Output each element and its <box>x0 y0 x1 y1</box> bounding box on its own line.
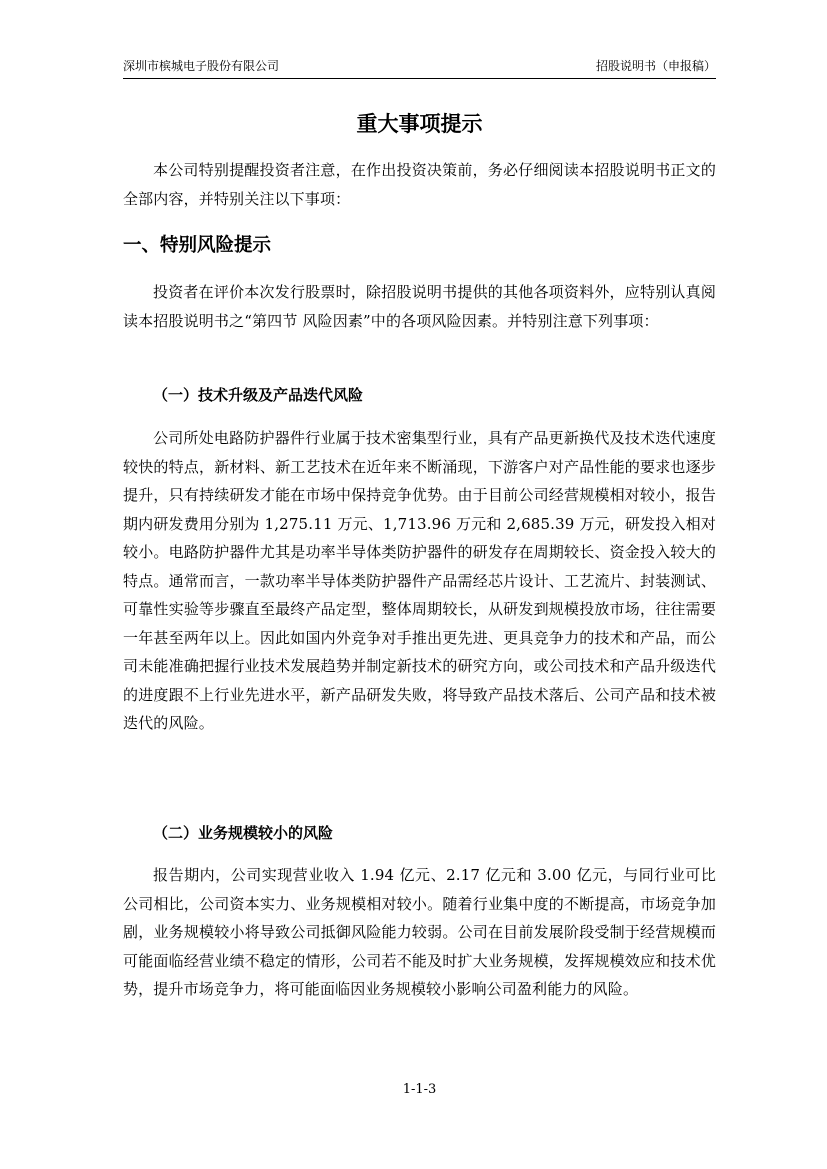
header-document-type: 招股说明书（申报稿） <box>595 59 716 73</box>
scale-risk-paragraph: 报告期内，公司实现营业收入 1.94 亿元、2.17 亿元和 3.00 亿元，与同行业可比公司相比，公司资本实力、业务规模相对较小。随着行业集中度的不断提高，市场竞争加剧，业务规模较小将导致公司抵御风险能力较弱。公司在目前发展阶段受制于经营规模而可能面临经营业绩不稳定的情形，公司若不能及时扩大业务规模，发挥规模效应和技术优势，提升市场竞争力，将可能面临因业务规模较小影响公司盈利能力的风险。 <box>123 866 716 998</box>
section-heading-special-risks: 一、特别风险提示 <box>123 235 272 256</box>
header-company-name: 深圳市槟城电子股份有限公司 <box>123 59 280 73</box>
subsection-heading-tech-risk: （一）技术升级及产品迭代风险 <box>153 386 364 404</box>
tech-risk-paragraph: 公司所处电路防护器件行业属于技术密集型行业，具有产品更新换代及技术迭代速度较快的特点，新材料、新工艺技术在近年来不断涌现，下游客户对产品性能的要求也逐步提升，只有持续研发才能在市场中保持竞争优势。由于目前公司经营规模相对较小，报告期内研发费用分别为 1,275.11 万元、1,713.96 万元和 2,685.39 万元，研发投入相对较小。电路防护器件尤其是功率半导体类防护器件的研发存在周期较长、资金投入较大的特点。通常而言，一款功率半导体类防护器件产品需经芯片设计、工艺流片、封装测试、可靠性实验等步骤直至最终产品定型，整体周期较长，从研发到规模投放市场，往往需要一年甚至两年以上。因此如国内外竞争对手推出更先进、更具竞争力的技术和产品，而公司未能准确把握行业技术发展趋势并制定新技术的研究方向，或公司技术和产品升级迭代的进度跟不上行业先进水平，新产品研发失败，将导致产品技术落后、公司产品和技术被迭代的风险。 <box>123 429 716 732</box>
section-intro-paragraph: 投资者在评价本次发行股票时，除招股说明书提供的其他各项资料外，应特别认真阅读本招股说明书之“第四节 风险因素”中的各项风险因素。并特别注意下列事项： <box>123 283 716 330</box>
page-header <box>123 58 716 79</box>
page-number: 1-1-3 <box>402 1082 437 1097</box>
document-title: 重大事项提示 <box>356 112 483 136</box>
subsection-heading-scale-risk: （二）业务规模较小的风险 <box>153 824 334 842</box>
intro-paragraph: 本公司特别提醒投资者注意，在作出投资决策前，务必仔细阅读本招股说明书正文的全部内容，并特别关注以下事项： <box>123 161 716 208</box>
